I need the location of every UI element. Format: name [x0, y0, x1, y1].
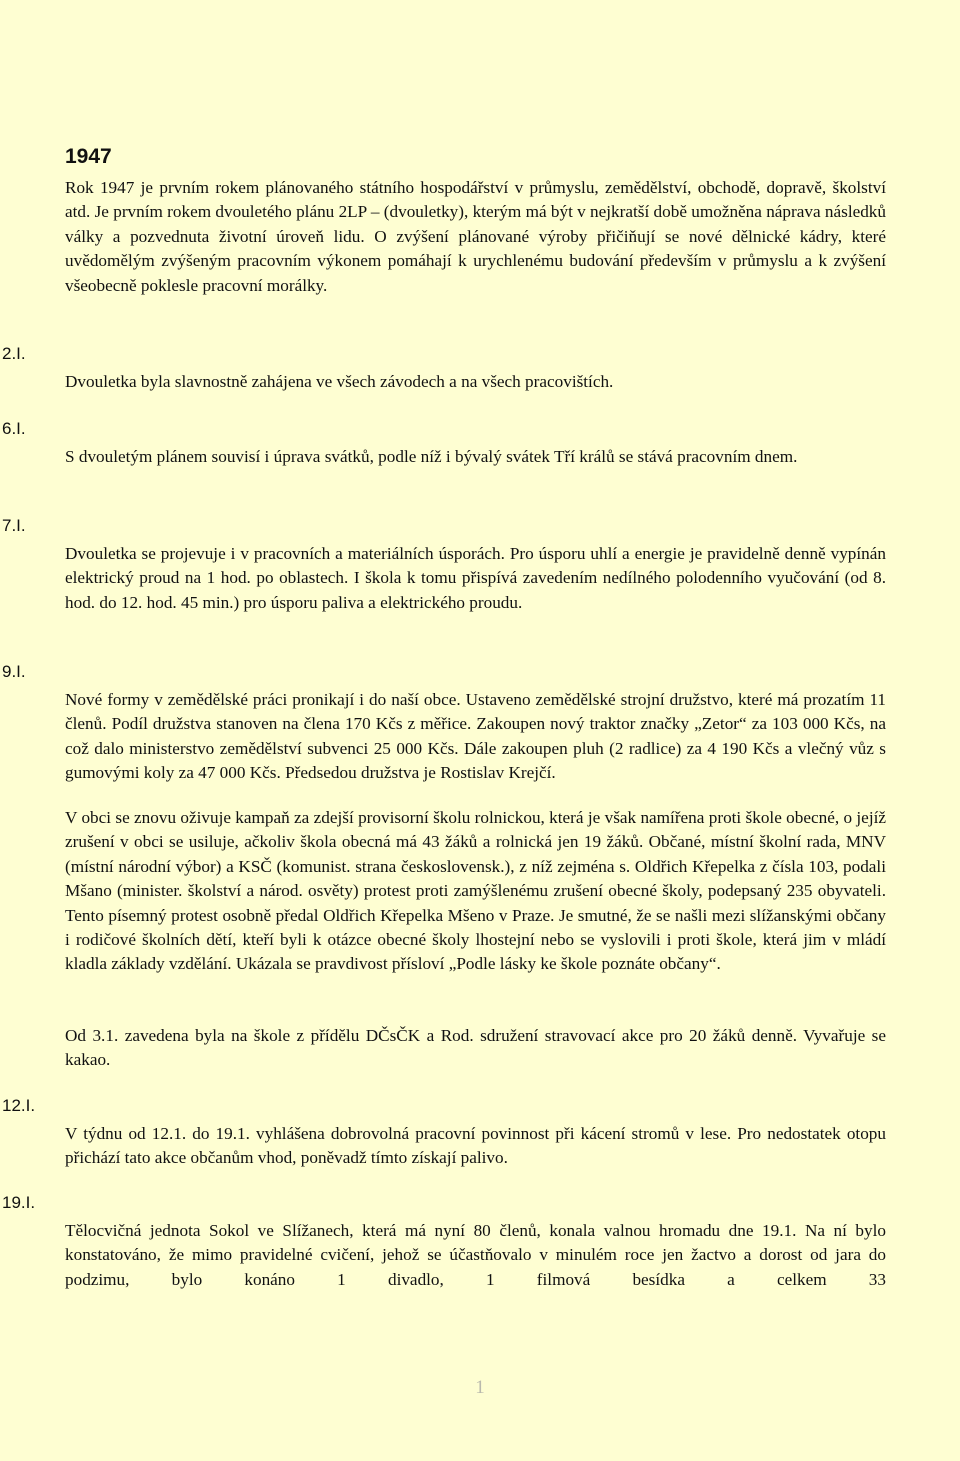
paragraph: Dvouletka se projevuje i v pracovních a materiálních úsporách. Pro úsporu uhlí a energie je pravidelně denně vypínán elektrický proud na 1 hod. po oblastech. I škola k tomu přispívá zavedením nedílného polodenního vyučování (od 8. hod. do 12. hod. 45 min.) pro úsporu paliva a elektrického proudu. — [65, 544, 886, 612]
paragraph: V obci se znovu oživuje kampaň za zdejší provisorní školu rolnickou, která je však namířena proti škole obecné, o jejíž zrušení v obci se usiluje, ačkoliv škola obecná má 43 žáků a rolnická jen 19 žáků. Občané, místní školní rada, MNV (místní národní výbor) a KSČ (komunist. strana československ.), z níž zejména s. Oldřich Křepelka z čísla 103, podali Mšano (minister. školství a národ. osvěty) protest proti zamýšlenému zrušení obecné školy, podepsaný 235 obyvateli. Tento písemný protest osobně předal Oldřich Křepelka Mšeno v Praze. Je smutné, že se našli mezi slížanskými občany i rodičové školních dětí, kteří byli k otázce obecné školy lhostejní nebo se vyslovili i proti škole, která jim v mládí kladla základy vzdělání. Ukázala se pravdivost přísloví „Podle lásky ke škole poznáte občany“. — [65, 808, 886, 974]
paragraph: V týdnu od 12.1. do 19.1. vyhlášena dobrovolná pracovní povinnost při kácení stromů v lese. Pro nedostatek otopu přichází tato akce občanům vhod, poněvadž tímto získají palivo. — [65, 1124, 886, 1168]
page-title: 1947 — [65, 145, 112, 168]
paragraph: Tělocvičná jednota Sokol ve Slížanech, která má nyní 80 členů, konala valnou hromadu dne 19.1. Na ní bylo konstatováno, že mimo pravidelné cvičení, jehož se účastňovalo v minulém roce jen žactvo a dorost od jara do podzimu, bylo konáno 1 divadlo, 1 filmová besídka a celkem 33 — [65, 1221, 886, 1289]
paragraph: S dvouletým plánem souvisí i úprava svátků, podle níž i bývalý svátek Tří králů se stává pracovním dnem. — [65, 447, 798, 466]
paragraph: Dvouletka byla slavnostně zahájena ve všech závodech a na všech pracovištích. — [65, 372, 614, 391]
paragraph: Rok 1947 je prvním rokem plánovaného státního hospodářství v průmyslu, zemědělství, obchodě, dopravě, školství atd. Je prvním rokem dvouletého plánu 2LP – (dvouletky), kterým má být v nejkratší době umožněna náprava následků války a pozvednuta životní úroveň lidu. O zvýšení plánované výroby přičiňují se nové dělnické kádry, které uvědomělým zvýšeným pracovním výkonem pomáhají k urychlenému budování především v průmyslu a k zvýšení všeobecně poklesle pracovní morálky. — [65, 178, 886, 295]
margin-date: 7.I. — [2, 516, 26, 535]
margin-date: 6.I. — [2, 419, 26, 438]
paragraph: Nové formy v zemědělské práci pronikají i do naší obce. Ustaveno zemědělské strojní družstvo, které má prozatím 11 členů. Podíl družstva stanoven na člena 170 Kčs z měřice. Zakoupen nový traktor značky „Zetor“ za 103 000 Kčs, na což dalo ministerstvo zemědělství subvenci 25 000 Kčs. Dále zakoupen pluh (2 radlice) za 4 190 Kčs a vlečný vůz s gumovými koly za 47 000 Kčs. Předsedou družstva je Rostislav Krejčí. — [65, 690, 886, 783]
margin-date: 12.I. — [2, 1096, 36, 1115]
margin-date: 2.I. — [2, 344, 26, 363]
page-number: 1 — [475, 1377, 485, 1398]
margin-date: 19.I. — [2, 1193, 36, 1212]
paragraph: Od 3.1. zavedena byla na škole z přídělu DČsČK a Rod. sdružení stravovací akce pro 20 žáků denně. Vyvařuje se kakao. — [65, 1026, 886, 1070]
margin-date: 9.I. — [2, 662, 26, 681]
